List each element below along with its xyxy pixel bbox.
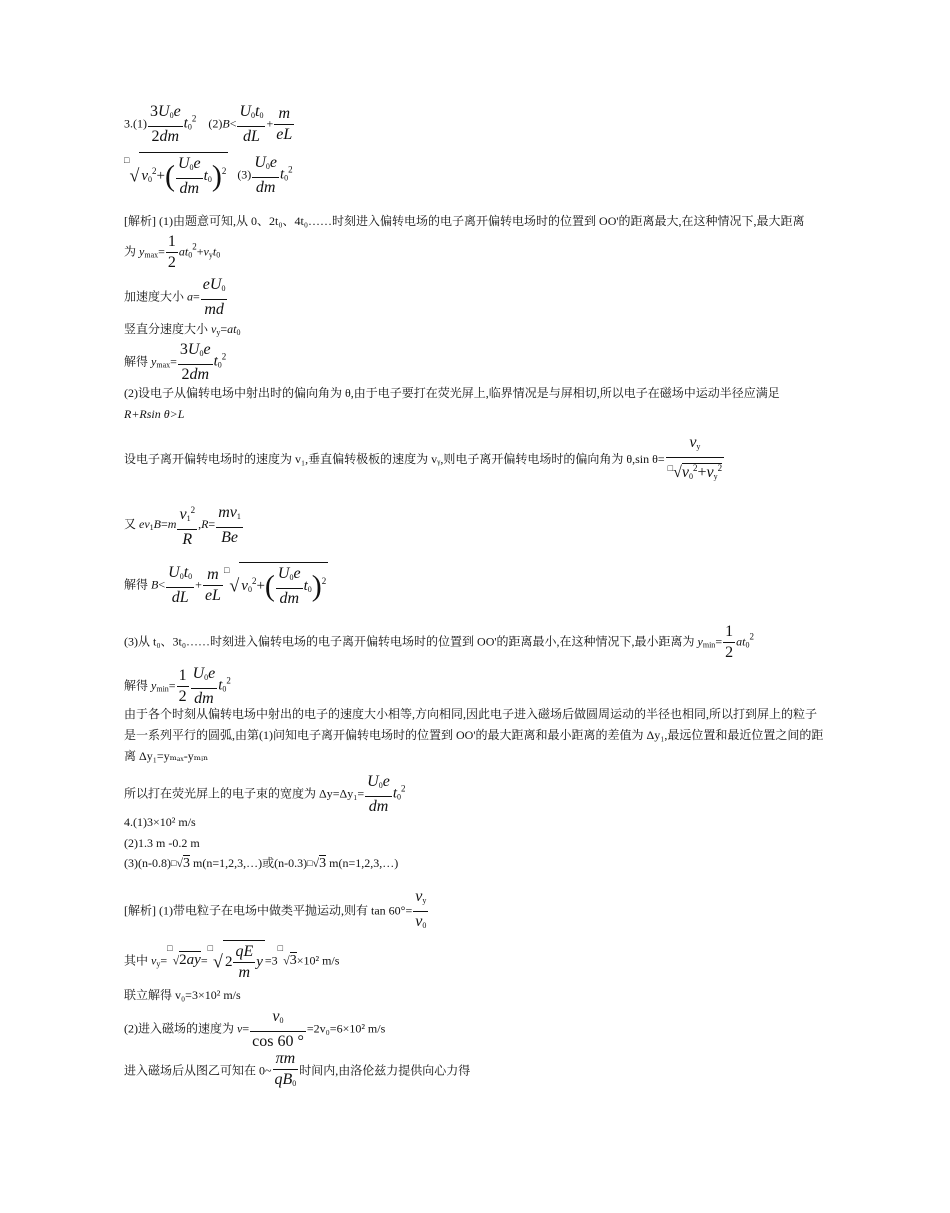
again-label: 又 [124, 516, 140, 531]
analysis-part2-text: (2)设电子从偏转电场中射出时的偏向角为 θ,由于电子要打在荧光屏上,临界情况是与屏相切,所以电子在磁场中运动半径应满足 [124, 386, 780, 400]
solve1-label: 解得 [124, 354, 152, 369]
q4-answer1: 4.(1)3×10² m/s [124, 815, 196, 829]
q3-part2-label: (2) [208, 116, 223, 131]
vy-lead: 其中 [124, 953, 152, 968]
q4-a3-p1: (3)(n-0.8) [124, 856, 171, 870]
p2-lead: (2)进入磁场的速度为 [124, 1021, 237, 1036]
vy-tail: ×10² m/s [296, 953, 340, 968]
q3-answer-line1: 3.(1) $\frac{3U_0e}{2dm}$ $t_0^2$ (2)B< $\frac{U_0t_0}{dL}$ + $\frac{m}{eL}$ [124, 103, 293, 145]
sin-theta-equation: 设电子离开偏转电场时的速度为 v₁,垂直偏转极板的速度为 vᵧ,则电子离开偏转电场时的偏向角为 θ,sin θ= $\frac{v_y}{^□√v_0^2+v_y^2}$ [124, 434, 723, 481]
q4-answer3: (3)(n-0.8)□√3 m(n=1,2,3,…)或(n-0.3)□√3 m(n=1,2,3,…) [124, 856, 399, 871]
q4-a3-p3: m(n=1,2,3,…) [326, 856, 399, 870]
b-result: 解得 B< $\frac{U_0t_0}{dL}$ + $\frac{m}{eL}$ □√ $v_0^2+$( $\frac{U_0e}{dm}$ $t_0)^2$ [124, 564, 327, 607]
q4-a3-p2: m(n=1,2,3,…)或(n-0.3) [190, 856, 308, 870]
acceleration-equation: 加速度大小 a= $\frac{eU_0}{md}$ [124, 276, 226, 318]
formula-b-frac2: $\frac{m}{eL}$ [276, 105, 293, 143]
velocity-equation: (2)进入磁场的速度为 v= $\frac{v_0}{\cos 60 ^\circ}$ =2v₀=6×10² m/s [124, 1008, 386, 1050]
q3-answer-line2: □√ $v_0^2+$( $\frac{U_0e}{dm}$ $t_0)^2$ (3) $\frac{U_0e}{dm}$ $t_0^2$ [124, 154, 293, 197]
explanation-paragraph: 由于各个时刻从偏转电场中射出的电子的速度大小相等,方向相同,因此电子进入磁场后做圆周运动的半径也相同,所以打到屏上的粒子是一系列平行的圆弧,由第(1)问知电子离开偏转电场时的位置到 OO'的最大距离和最小距离的差值为 Δy₁,最远位置和最近位置之间的距离 Δy₁=yₘₐₓ-yₘᵢₙ [124, 707, 824, 763]
ymin-line: (3)从 t₀、3t₀……时刻进入偏转电场的电子离开偏转电场时的位置到 OO'的距离最小,在这种情况下,最小距离为 $y_{min}=$ $\frac{1}{2}$ $at_0^2$ [124, 623, 754, 661]
solve3-label: 解得 [124, 678, 152, 693]
ymax-lead: 为 [124, 244, 140, 259]
time-interval-line: 进入磁场后从图乙可知在 0~ $\frac{\pi m}{qB_0}$ 时间内,由洛伦兹力提供向心力得 [124, 1050, 471, 1088]
analysis-part1-text: [解析] (1)由题意可知,从 0、2t₀、4t₀……时刻进入偏转电场的电子离开偏转电场时的位置到 OO'的距离最大,在这种情况下,最大距离 [124, 214, 805, 228]
radius-condition: R+Rsin θ>L [124, 407, 185, 421]
p2-tail: =2v₀=6×10² m/s [306, 1021, 386, 1036]
vy-equation: 竖直分速度大小 $v_y=at_0$ [124, 322, 241, 337]
accel-label: 加速度大小 [124, 289, 188, 304]
solve2-label: 解得 [124, 577, 152, 592]
analysis-part3-text: (3)从 t₀、3t₀……时刻进入偏转电场的电子离开偏转电场时的位置到 OO'的距离最小,在这种情况下,最小距离为 [124, 634, 698, 649]
formula-dy: $\frac{U_0e}{dm}$ [254, 154, 277, 196]
v0-result: 联立解得 v₀=3×10² m/s [124, 988, 241, 1002]
width-result: 所以打在荧光屏上的电子束的宽度为 Δy=Δy₁= $\frac{U_0e}{dm}$ $t_0^2$ [124, 773, 406, 815]
q4-answer2: (2)1.3 m -0.2 m [124, 836, 200, 850]
sqrt-expression: □√ $v_0^2+$( $\frac{U_0e}{dm}$ $t_0)^2$ [124, 152, 228, 199]
formula-b-frac1: $\frac{U_0t_0}{dL}$ [239, 103, 264, 145]
ymax-equation: 为 $y_{max}=$ $\frac{1}{2}$ $at_0^2+v_yt_0$ [124, 233, 221, 271]
q3-part3-label: (3) [237, 167, 252, 182]
ymax-result: 解得 $y_{max}=$ $\frac{3U_0e}{2dm}$ $t_0^2$ [124, 341, 227, 383]
p3-lead: 进入磁场后从图乙可知在 0~ [124, 1063, 272, 1078]
formula-ymax: $\frac{3U_0e}{2dm}$ [150, 103, 181, 145]
tan-equation: [解析] (1)带电粒子在电场中做类平抛运动,则有 tan 60°= $\frac{v_y}{v_0}$ [124, 888, 427, 930]
p3-tail: 时间内,由洛伦兹力提供向心力得 [299, 1063, 471, 1078]
force-equation: 又 $ev_1B=m$ $\frac{v_1^2}{R}$ ,R= $\frac{mv_1}{Be}$ [124, 500, 244, 550]
vy-sqrt-equation: 其中 $v_y=^□√2ay=^□√$ 2 $\frac{qE}{m}$ y =3□√3×10² m/s [124, 940, 339, 983]
width-text: 所以打在荧光屏上的电子束的宽度为 Δy=Δy₁= [124, 786, 365, 801]
ymin-result: 解得 $y_{min}=$ $\frac{1}{2}$ $\frac{U_0e}{dm}$ $t_0^2$ [124, 665, 231, 707]
tan-text: [解析] (1)带电粒子在电场中做类平抛运动,则有 tan 60°= [124, 903, 413, 918]
sin-theta-text: 设电子离开偏转电场时的速度为 v₁,垂直偏转极板的速度为 vᵧ,则电子离开偏转电场时的偏向角为 θ,sin θ= [124, 451, 665, 466]
q3-label: 3.(1) [124, 116, 147, 131]
vy-label: 竖直分速度大小 [124, 322, 212, 336]
